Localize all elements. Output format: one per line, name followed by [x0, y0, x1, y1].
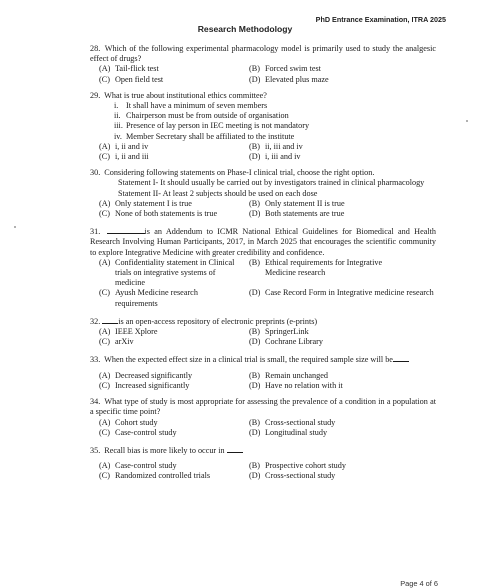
statement-1: Statement I- It should usually be carried out by investigators trained in clinical pharmacology	[118, 178, 425, 188]
option-d: (D) Both statements are true	[249, 209, 345, 219]
page-title: Research Methodology	[197, 24, 293, 34]
option-d: (D) Elevated plus maze	[249, 74, 329, 84]
question-33	[90, 353, 436, 391]
option-d: (D) Case Record Form in Integrative medicine research	[249, 288, 434, 298]
page-number: Page 4 of 6	[400, 579, 438, 588]
option-c: (C) Open field test	[99, 74, 164, 84]
question-number: 31.	[90, 227, 101, 237]
question-number: 33.	[90, 355, 101, 365]
question-stem: Recall bias is more likely to occur in	[104, 445, 225, 455]
option-a: (A) Only statement I is true	[99, 198, 192, 208]
question-number: 29.	[90, 90, 101, 100]
statement-2: Statement II- At least 2 subjects should be used on each dose	[118, 188, 318, 198]
answer-blank	[102, 315, 118, 324]
option-d: (D) Cochrane Library	[249, 337, 323, 347]
question-number: 30.	[90, 168, 101, 178]
statement-item: i. It shall have a minimum of seven members	[114, 101, 268, 111]
question-28	[90, 44, 436, 85]
option-c: (C) None of both statements is true	[99, 209, 218, 219]
question-number: 32.	[90, 316, 101, 326]
question-34	[90, 397, 436, 438]
option-b: (B) ii, iii and iv	[249, 141, 303, 151]
option-b: (B) Forced swim test	[249, 64, 321, 74]
option-a: (A) Decreased significantly	[99, 370, 193, 380]
option-b: (B) Prospective cohort study	[249, 461, 346, 471]
question-stem: When the expected effect size in a clinical trial is small, the required sample size will be	[104, 355, 393, 365]
option-c: (C) Randomized controlled trials	[99, 471, 211, 481]
question-number: 35.	[90, 445, 101, 455]
question-stem: What is true about institutional ethics committee?	[104, 90, 267, 100]
option-c: (C) i, ii and iii	[99, 152, 149, 162]
option-d: (D) Have no relation with it	[249, 380, 343, 390]
option-a: (A) Tail-flick test	[99, 64, 159, 74]
question-35	[90, 444, 436, 482]
option-a: (A) Confidentiality statement in Clinical trials on integrative systems of medicine	[99, 257, 235, 288]
option-c: (C) Ayush Medicine research requirements	[99, 288, 198, 308]
option-c: (C) Increased significantly	[99, 380, 190, 390]
question-number: 34.	[90, 397, 101, 407]
option-a: (A) Case-control study	[99, 461, 177, 471]
option-b: (B) Ethical requirements for Integrative Medicine research	[249, 257, 383, 278]
exam-name: PhD Entrance Examination, ITRA 2025	[315, 15, 446, 24]
question-stem: is an Addendum to ICMR National Ethical Guidelines for Biomedical and Health Research Involving Human Participants, 2017, in March 2025 that encourages the scientific community to explore Integrative Medicine with greater credibility and confidence.	[90, 227, 436, 257]
question-list	[90, 44, 436, 488]
question-stem: Which of the following experimental pharmacology model is primarily used to study the analgesic effect of drugs?	[90, 44, 436, 64]
statement-item: iv. Member Secretary shall be affiliated to the institute	[114, 131, 295, 141]
question-stem: is an open-access repository of electronic preprints (e-prints)	[118, 316, 318, 326]
option-b: (B) Cross-sectional study	[249, 417, 336, 427]
option-d: (D) Longitudinal study	[249, 427, 328, 437]
option-b: (B) SpringerLink	[249, 327, 309, 337]
option-d: (D) Cross-sectional study	[249, 471, 336, 481]
option-a: (A) Cohort study	[99, 417, 158, 427]
option-c: (C) arXiv	[99, 337, 134, 347]
scan-speck	[14, 226, 16, 228]
option-c: (C) Case-control study	[99, 427, 177, 437]
option-d: (D) i, iii and iv	[249, 152, 301, 162]
question-30	[90, 168, 436, 219]
question-number: 28.	[90, 44, 101, 53]
statement-item: ii. Chairperson must be from outside of organisation	[114, 111, 289, 121]
question-31	[90, 225, 436, 309]
option-a: (A) IEEE Xplore	[99, 327, 158, 337]
option-b: (B) Only statement II is true	[249, 198, 345, 208]
answer-blank	[227, 444, 243, 453]
option-b: (B) Remain unchanged	[249, 370, 328, 380]
statement-list	[114, 101, 436, 142]
question-stem: What type of study is most appropriate for assessing the prevalence of a condition in a population at a specific time point?	[90, 397, 436, 417]
scan-speck	[466, 120, 468, 122]
question-29	[90, 91, 436, 162]
statement-item: iii. Presence of lay person in IEC meeting is not mandatory	[114, 121, 310, 131]
question-stem: Considering following statements on Phase-I clinical trial, choose the right option.	[104, 168, 375, 178]
answer-blank	[393, 353, 409, 362]
option-a: (A) i, ii and iv	[99, 141, 149, 151]
answer-blank	[107, 225, 145, 234]
question-32	[90, 315, 436, 348]
